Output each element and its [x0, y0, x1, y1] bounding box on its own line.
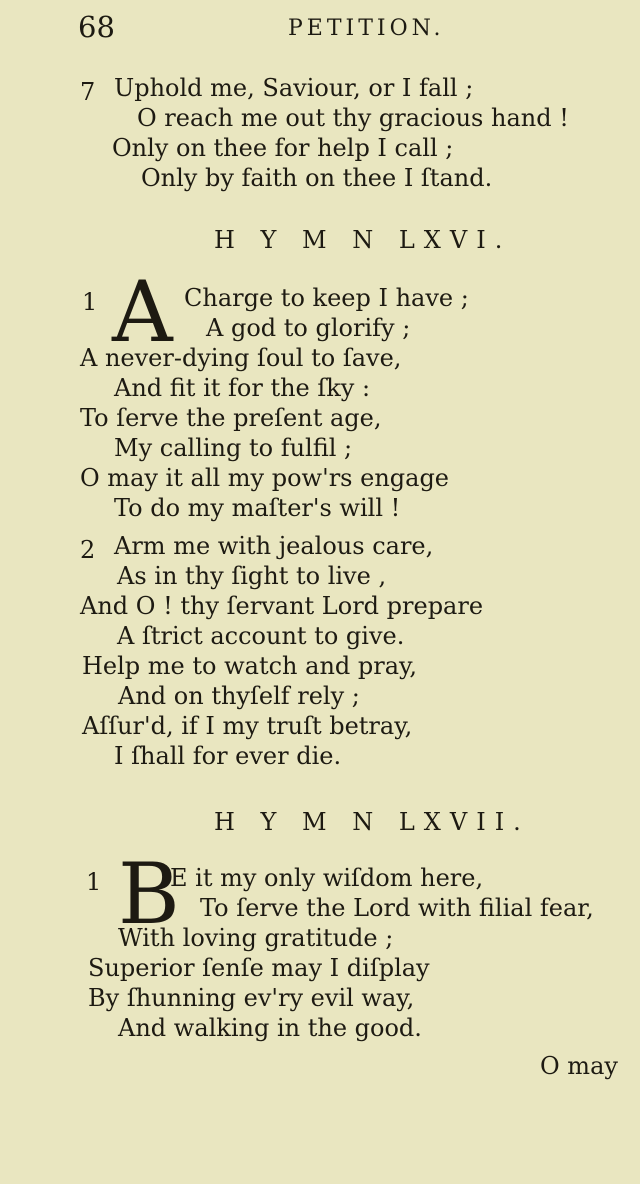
verse-line: With loving gratitude ; — [118, 924, 394, 952]
verse-line: Arm me with jealous care, — [114, 532, 434, 560]
verse-line: A god to glorify ; — [206, 314, 411, 342]
verse-line: Only by faith on thee I ſtand. — [141, 164, 493, 192]
verse-line: To ſerve the Lord with filial fear, — [200, 894, 594, 922]
verse-line: I ſhall for ever die. — [114, 742, 342, 770]
verse-line: To ſerve the preſent age, — [80, 404, 382, 432]
verse-line: Aſſur'd, if I my truſt betray, — [82, 712, 413, 740]
verse-line: By ſhunning ev'ry evil way, — [88, 984, 415, 1012]
verse-number: 1 — [82, 288, 98, 316]
verse-line: Charge to keep I have ; — [184, 284, 469, 312]
verse-line: My calling to fulfil ; — [114, 434, 353, 462]
verse-line: As in thy ſight to live , — [117, 562, 387, 590]
drop-cap: A — [112, 263, 173, 361]
verse-line: Superior ſenſe may I diſplay — [88, 954, 430, 982]
verse-line: To do my maſter's will ! — [114, 494, 401, 522]
verse-line: And walking in the good. — [118, 1014, 422, 1042]
verse-number: 7 — [80, 78, 96, 106]
verse-line: A ſtrict account to give. — [117, 622, 405, 650]
verse-line: A never-dying ſoul to ſave, — [80, 344, 402, 372]
verse-line: And fit it for the ſky : — [114, 374, 371, 402]
verse-line: O reach me out thy gracious hand ! — [137, 104, 569, 132]
page-number: 68 — [78, 10, 115, 44]
hymn-heading: H Y M N LXVI. — [214, 226, 512, 254]
running-title: PETITION. — [288, 16, 445, 41]
verse-line: Help me to watch and pray, — [82, 652, 418, 680]
drop-cap: B — [118, 845, 180, 943]
catchword: O may — [540, 1052, 618, 1080]
verse-line: Uphold me, Saviour, or I fall ; — [114, 74, 474, 102]
verse-line: And on thyſelf rely ; — [118, 682, 360, 710]
verse-line: O may it all my pow'rs engage — [80, 464, 450, 492]
verse-line: And O ! thy ſervant Lord prepare — [80, 592, 484, 620]
hymn-heading: H Y M N LXVII. — [214, 808, 530, 836]
verse-line: E it my only wiſdom here, — [170, 864, 484, 892]
verse-number: 1 — [86, 868, 102, 896]
verse-number: 2 — [80, 536, 96, 564]
verse-line: Only on thee for help I call ; — [112, 134, 454, 162]
